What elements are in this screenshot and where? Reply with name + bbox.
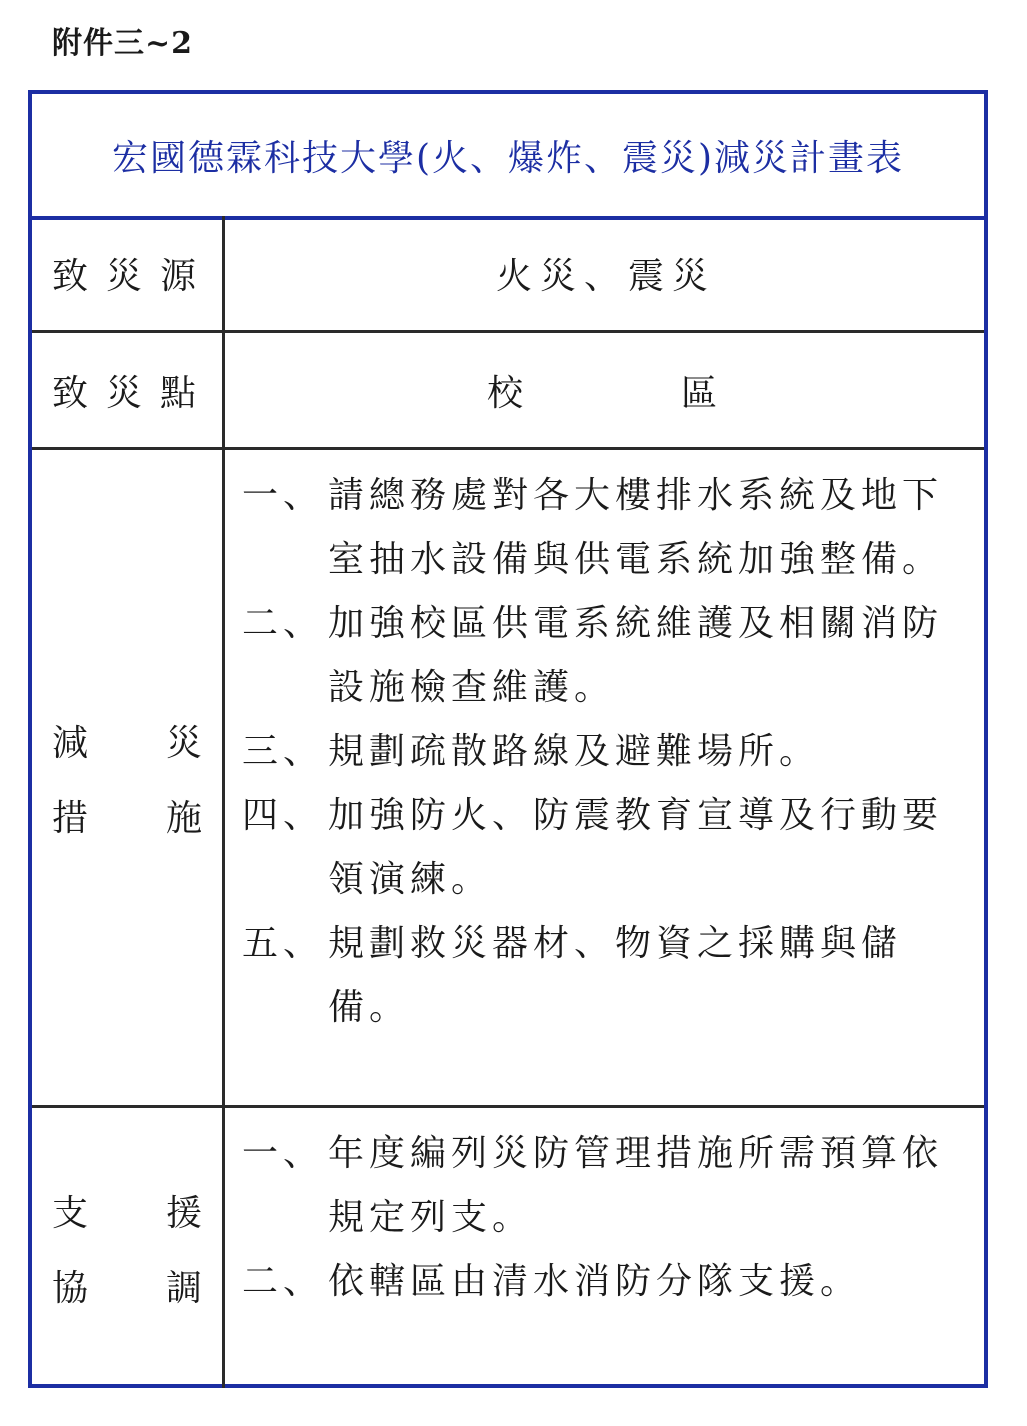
measures-label-cell <box>32 450 222 1105</box>
location-label-cell <box>32 333 222 447</box>
column-divider <box>222 216 225 330</box>
item-number: 四、 <box>242 795 325 836</box>
item-text: 加強防火、防震教育宣導及行動要領演練。 <box>328 795 944 900</box>
location-value-cell <box>228 333 984 447</box>
measures-label <box>52 715 202 841</box>
location-label: 致災點 <box>51 372 214 414</box>
support-label-cell <box>32 1108 222 1388</box>
item-text: 年度編列災防管理措施所需預算依規定列支。 <box>328 1133 944 1238</box>
item-text: 加強校區供電系統維護及相關消防設施檢查維護。 <box>328 603 944 708</box>
table-body <box>32 216 984 1388</box>
measures-label-char: 施 <box>165 797 202 839</box>
list-item <box>228 1122 984 1250</box>
list-item <box>228 1250 984 1314</box>
source-value: 火災、震災 <box>495 255 716 297</box>
measures-content-cell <box>228 450 984 1105</box>
table-row-measures <box>32 450 984 1108</box>
source-label-cell <box>32 216 222 330</box>
item-number: 一、 <box>242 475 325 516</box>
title-row <box>32 94 984 220</box>
table-row-source <box>32 216 984 333</box>
item-text: 規劃疏散路線及避難場所。 <box>328 731 821 772</box>
column-divider <box>222 333 225 447</box>
support-list <box>228 1108 984 1314</box>
table-row-location <box>32 333 984 450</box>
measures-label-char: 措 <box>52 797 89 839</box>
list-item <box>228 720 984 784</box>
support-label-char: 協 <box>52 1268 89 1309</box>
plan-table <box>28 90 988 1388</box>
column-divider <box>222 1108 225 1388</box>
location-value <box>228 333 984 447</box>
list-item <box>228 784 984 912</box>
support-label-char: 援 <box>165 1193 202 1234</box>
item-text: 規劃救災器材、物資之採購與儲備。 <box>328 923 903 1028</box>
support-label <box>52 1185 202 1311</box>
item-number: 一、 <box>242 1133 325 1174</box>
measures-label-char: 災 <box>165 722 202 764</box>
measures-label-char: 減 <box>52 722 89 764</box>
source-label: 致災源 <box>51 255 214 297</box>
support-label-char: 調 <box>165 1268 202 1309</box>
measures-list <box>228 450 984 1040</box>
support-label-char: 支 <box>52 1193 89 1234</box>
column-divider <box>222 450 225 1105</box>
item-number: 五、 <box>242 923 325 964</box>
item-text: 依轄區由清水消防分隊支援。 <box>328 1261 862 1302</box>
item-number: 二、 <box>242 603 325 644</box>
location-value-part1: 校 <box>486 372 531 414</box>
source-value-cell <box>228 216 984 330</box>
table-row-support <box>32 1108 984 1388</box>
list-item <box>228 912 984 1040</box>
item-text: 請總務處對各大樓排水系統及地下室抽水設備與供電系統加強整備。 <box>328 475 944 580</box>
support-content-cell <box>228 1108 984 1388</box>
location-value-part2: 區 <box>681 372 726 414</box>
list-item <box>228 464 984 592</box>
item-number: 二、 <box>242 1261 325 1302</box>
list-item <box>228 592 984 720</box>
attachment-label: 附件三~2 <box>52 26 194 61</box>
item-number: 三、 <box>242 731 325 772</box>
page-title: 宏國德霖科技大學(火、爆炸、震災)減災計畫表 <box>111 137 905 179</box>
